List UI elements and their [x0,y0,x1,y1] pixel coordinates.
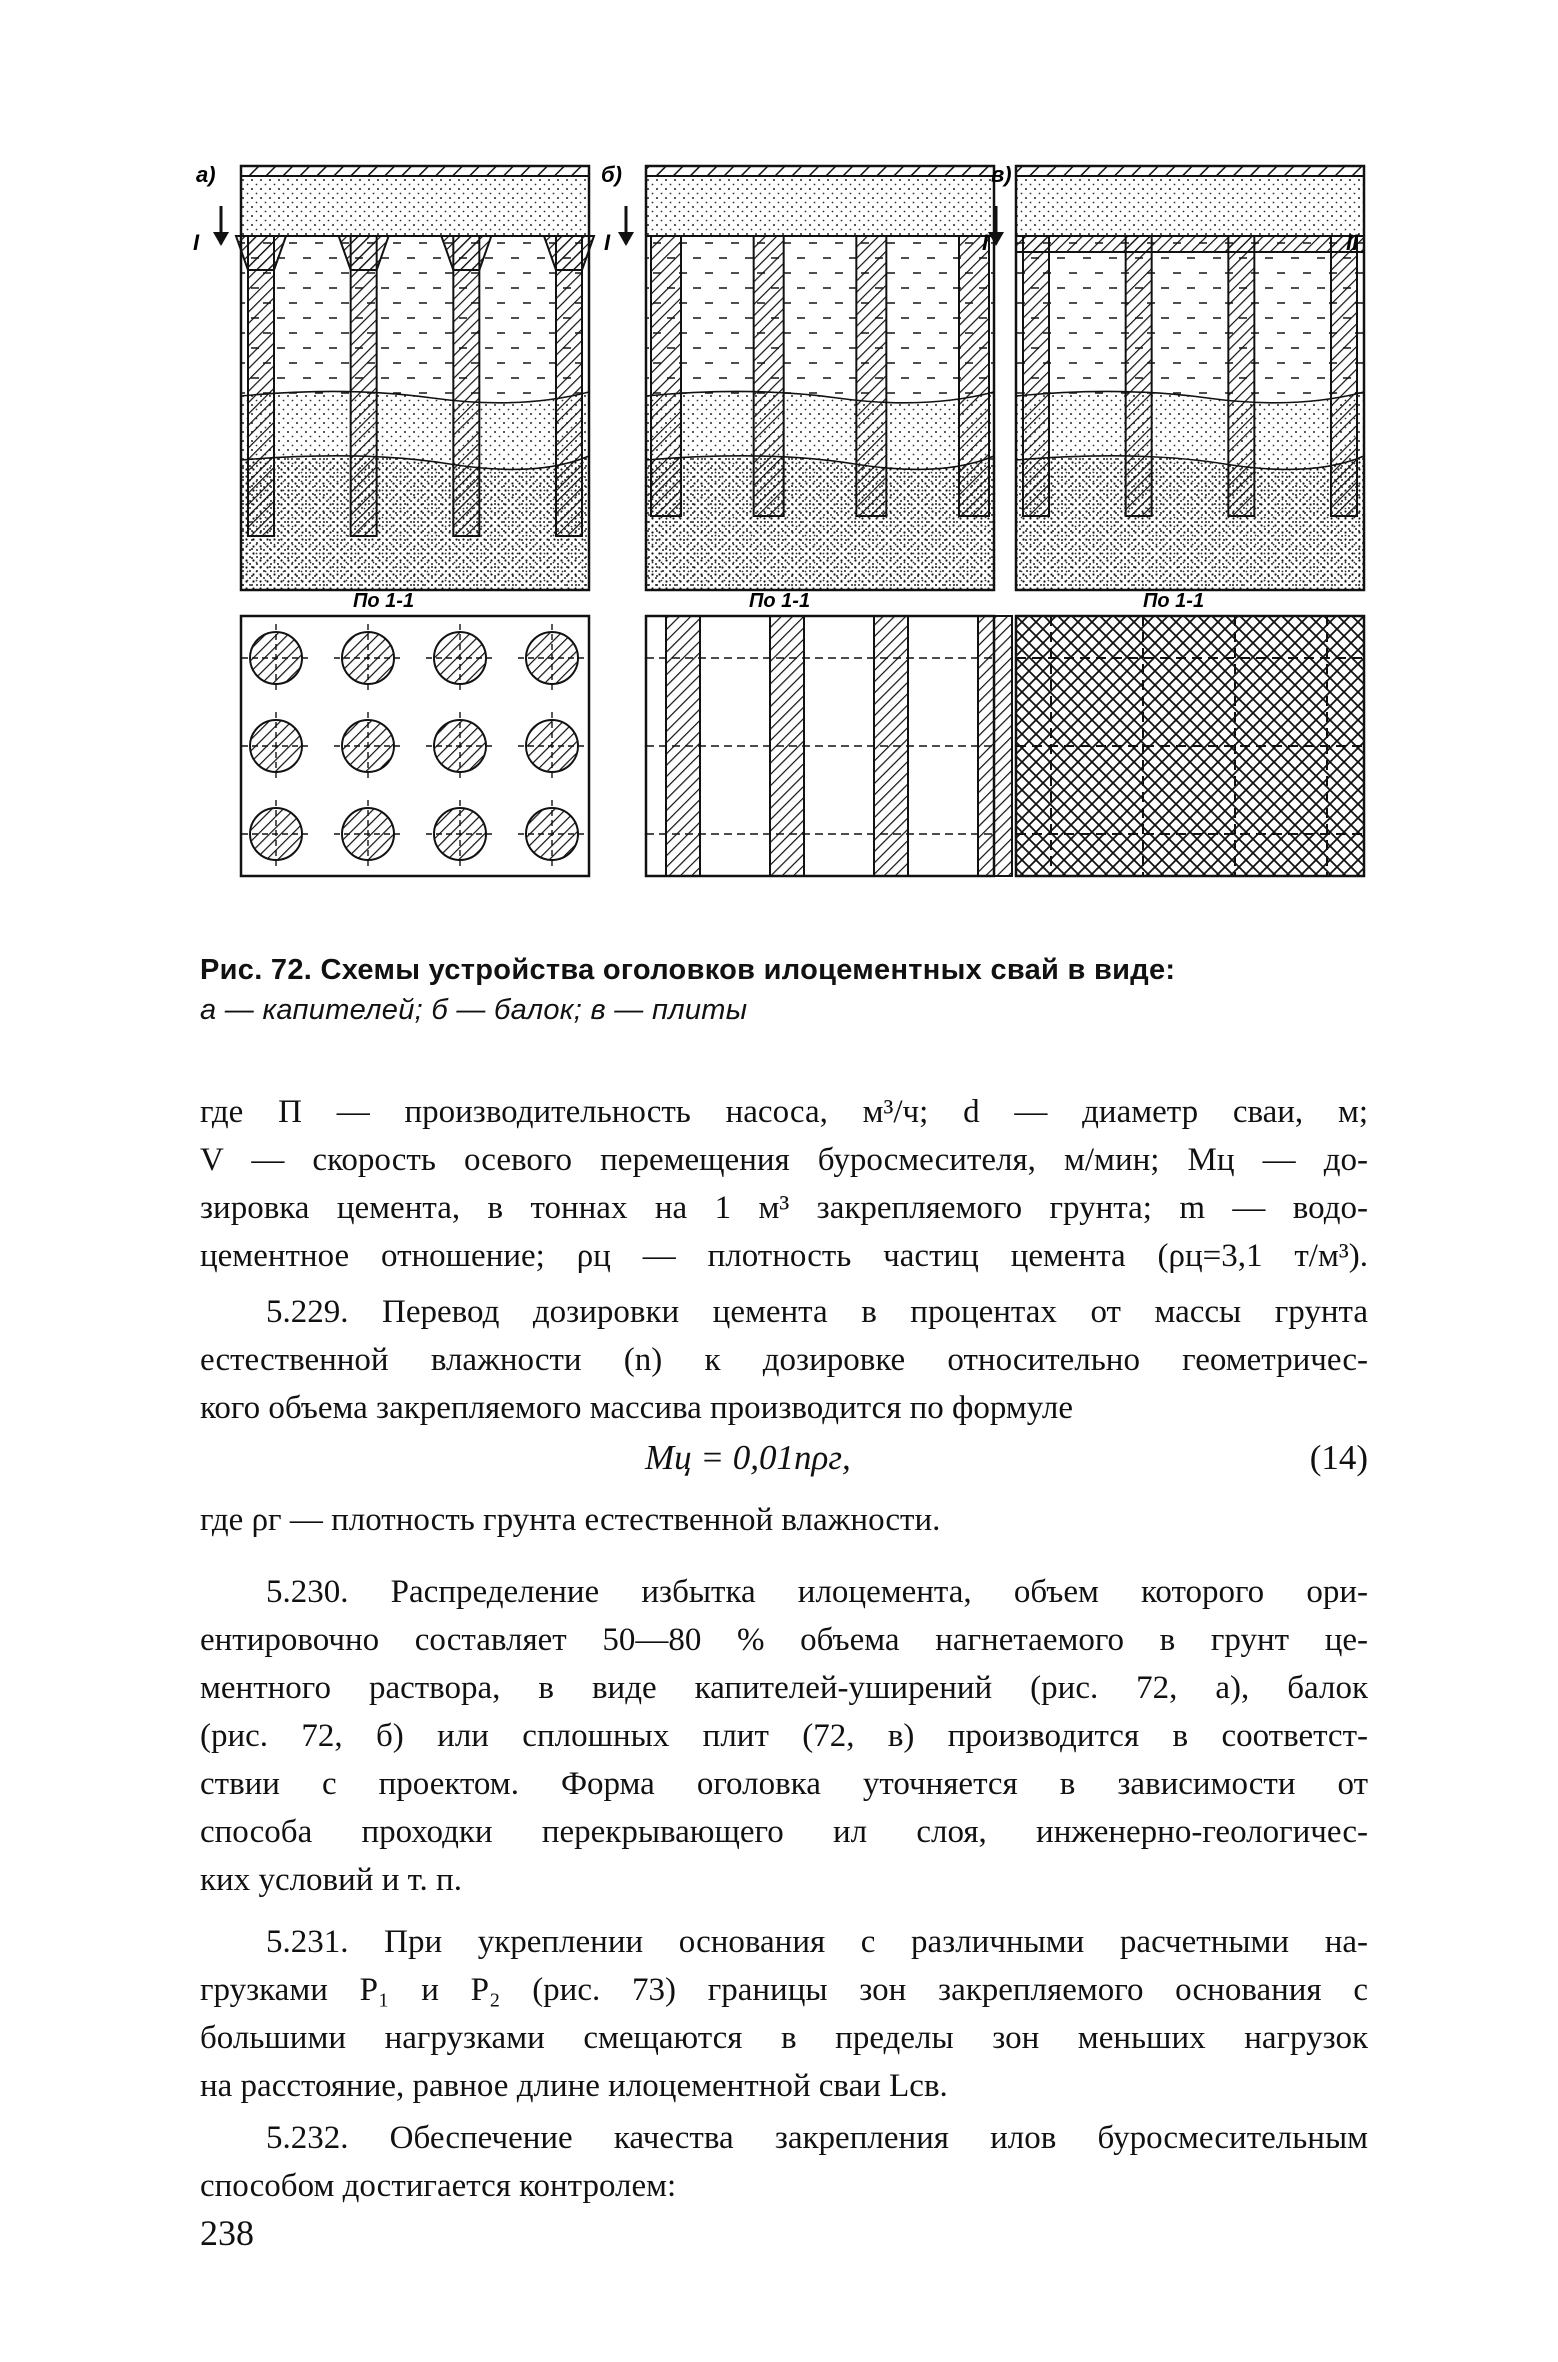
formula-expression: Mц = 0,01nρг, [645,1438,851,1477]
section-label-v: По 1-1 [1143,590,1205,612]
pile [1331,236,1357,516]
text-line: грузками P₁ и P₂ (рис. 73) границы зон закрепляемого основания с [200,1972,1368,2008]
text-line: V — скорость осевого перемещения буросмесителя, м/мин; Mц — до- [200,1142,1368,1178]
text-line: ентировочно составляет 50—80 % объема нагнетаемого в грунт це- [200,1622,1368,1658]
paragraph-5-230 [200,1568,1368,1904]
dense-soil-layer [241,456,589,590]
label-v: в) [991,162,1012,187]
text-line: способом достигается контролем: [200,2168,677,2204]
text-line: где П — производительность насоса, м³/ч; d — диаметр сваи, м; [200,1094,1368,1130]
text-line: (рис. 72, б) или сплошных плит (72, в) производится в соответст- [200,1718,1368,1754]
label-b: б) [601,162,622,187]
text-line: на расстояние, равное длине илоцементной сваи Lсв. [200,2068,948,2104]
ground-surface-strip [241,166,589,176]
ground-surface-strip [646,166,994,176]
sand-fill-layer [1016,176,1364,236]
pile [1228,236,1254,516]
figure-72 [193,160,1386,920]
plan-beam [978,616,1012,876]
section-mark-b: I [604,230,611,255]
caption-subtitle: а — капителей; б — балок; в — плиты [200,994,748,1026]
dense-soil-layer [1016,456,1364,590]
pile [1023,236,1049,516]
pile [351,236,377,536]
pile [556,236,582,536]
page-number: 238 [200,2213,254,2253]
section-mark-left-a: I [193,230,200,255]
sand-fill-layer [646,176,994,236]
text-line: естественной влажности (n) к дозировке относительно геометричес- [200,1342,1368,1378]
text-line: 5.232. Обеспечение качества закрепления илов буросмесительным [266,2120,1368,2156]
paragraph-5-229 [200,1288,1368,1432]
paragraph-where [200,1088,1368,1280]
caption-title: Рис. 72. Схемы устройства оголовков илоцементных свай в виде: [200,954,1176,986]
pile [959,236,989,516]
text-line: цементное отношение; ρц — плотность частиц цемента (ρц=3,1 т/м³). [200,1238,1368,1274]
text-line: ких условий и т. п. [200,1862,462,1898]
text-line: зировка цемента, в тоннах на 1 м³ закрепляемого грунта; m — водо- [200,1190,1368,1226]
figure-caption [200,950,1400,1030]
ground-surface-strip [1016,166,1364,176]
section-label-a: По 1-1 [353,590,415,612]
section-mark-right-v: II [1346,230,1359,255]
text-line: ствии с проектом. Форма оголовка уточняется в зависимости от [200,1766,1368,1802]
pile [651,236,681,516]
text-line: 5.229. Перевод дозировки цемента в процентах от массы грунта [266,1294,1368,1330]
section-mark-left-v: I [982,230,989,255]
pile-slab [1016,236,1364,252]
text-line: 5.231. При укреплении основания с различными расчетными на- [266,1924,1368,1960]
section-arrow-head [213,232,229,246]
silt-layer [241,236,589,396]
text-line: способа проходки перекрывающего ил слоя, инженерно-геологичес- [200,1814,1368,1850]
plan-beam [770,616,804,876]
section-label-b: По 1-1 [749,590,811,612]
text-line: большими нагрузками смещаются в пределы зон меньших нагрузок [200,2020,1368,2056]
silt-layer [1016,236,1364,396]
text-line: кого объема закрепляемого массива производится по формуле [200,1390,1073,1426]
pile [856,236,886,516]
pile [248,236,274,536]
text-line: ментного раствора, в виде капителей-уширений (рис. 72, а), балок [200,1670,1368,1706]
paragraph-5-232 [200,2114,1368,2210]
pile-head-schemes-diagram [193,160,1386,920]
paragraph-after-formula [200,1496,1368,1544]
pile [453,236,479,536]
dense-soil-layer [646,456,994,590]
section-arrow-head [618,232,634,246]
plan-beam [666,616,700,876]
label-a: а) [196,162,216,187]
pile [1126,236,1152,516]
pile [754,236,784,516]
silt-layer [646,236,994,396]
formula-number: (14) [1309,1438,1368,1477]
text-line: 5.230. Распределение избытка илоцемента, объем которого ори- [266,1574,1368,1610]
text-line: где ρг — плотность грунта естественной влажности. [200,1502,941,1538]
formula-14 [200,1438,1368,1488]
plan-beam [874,616,908,876]
sand-fill-layer [241,176,589,236]
paragraph-5-231 [200,1918,1368,2110]
